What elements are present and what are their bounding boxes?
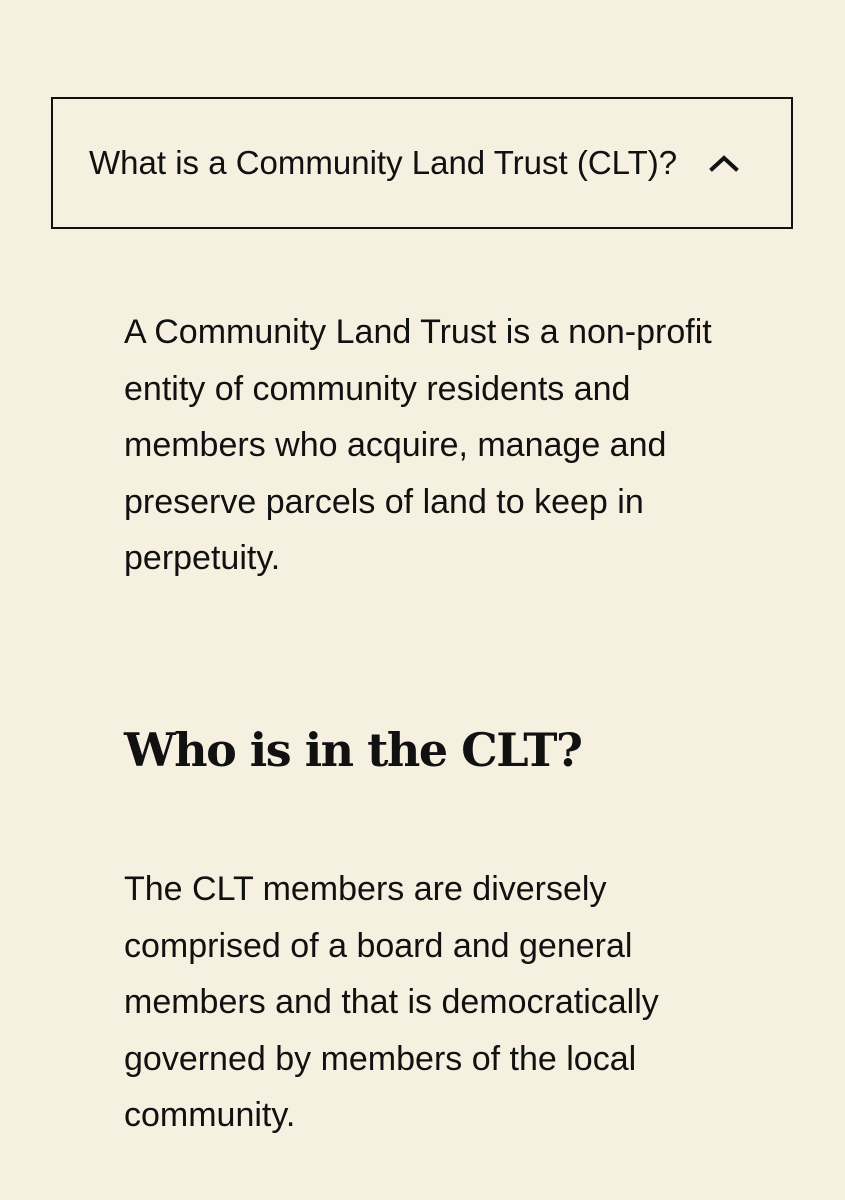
faq-accordion-header[interactable]	[51, 97, 793, 229]
faq-question: What is a Community Land Trust (CLT)?	[89, 144, 678, 181]
section-heading: Who is in the CLT?	[124, 723, 582, 777]
chevron-up-icon[interactable]	[707, 146, 741, 180]
faq-answer: A Community Land Trust is a non-profit entity of community residents and members who acquire, manage and preserve parcels of land to keep in perpetuity.	[124, 313, 712, 577]
section-body: The CLT members are diversely comprised of a board and general members and that is democratically governed by members of the local community.	[124, 870, 659, 1134]
